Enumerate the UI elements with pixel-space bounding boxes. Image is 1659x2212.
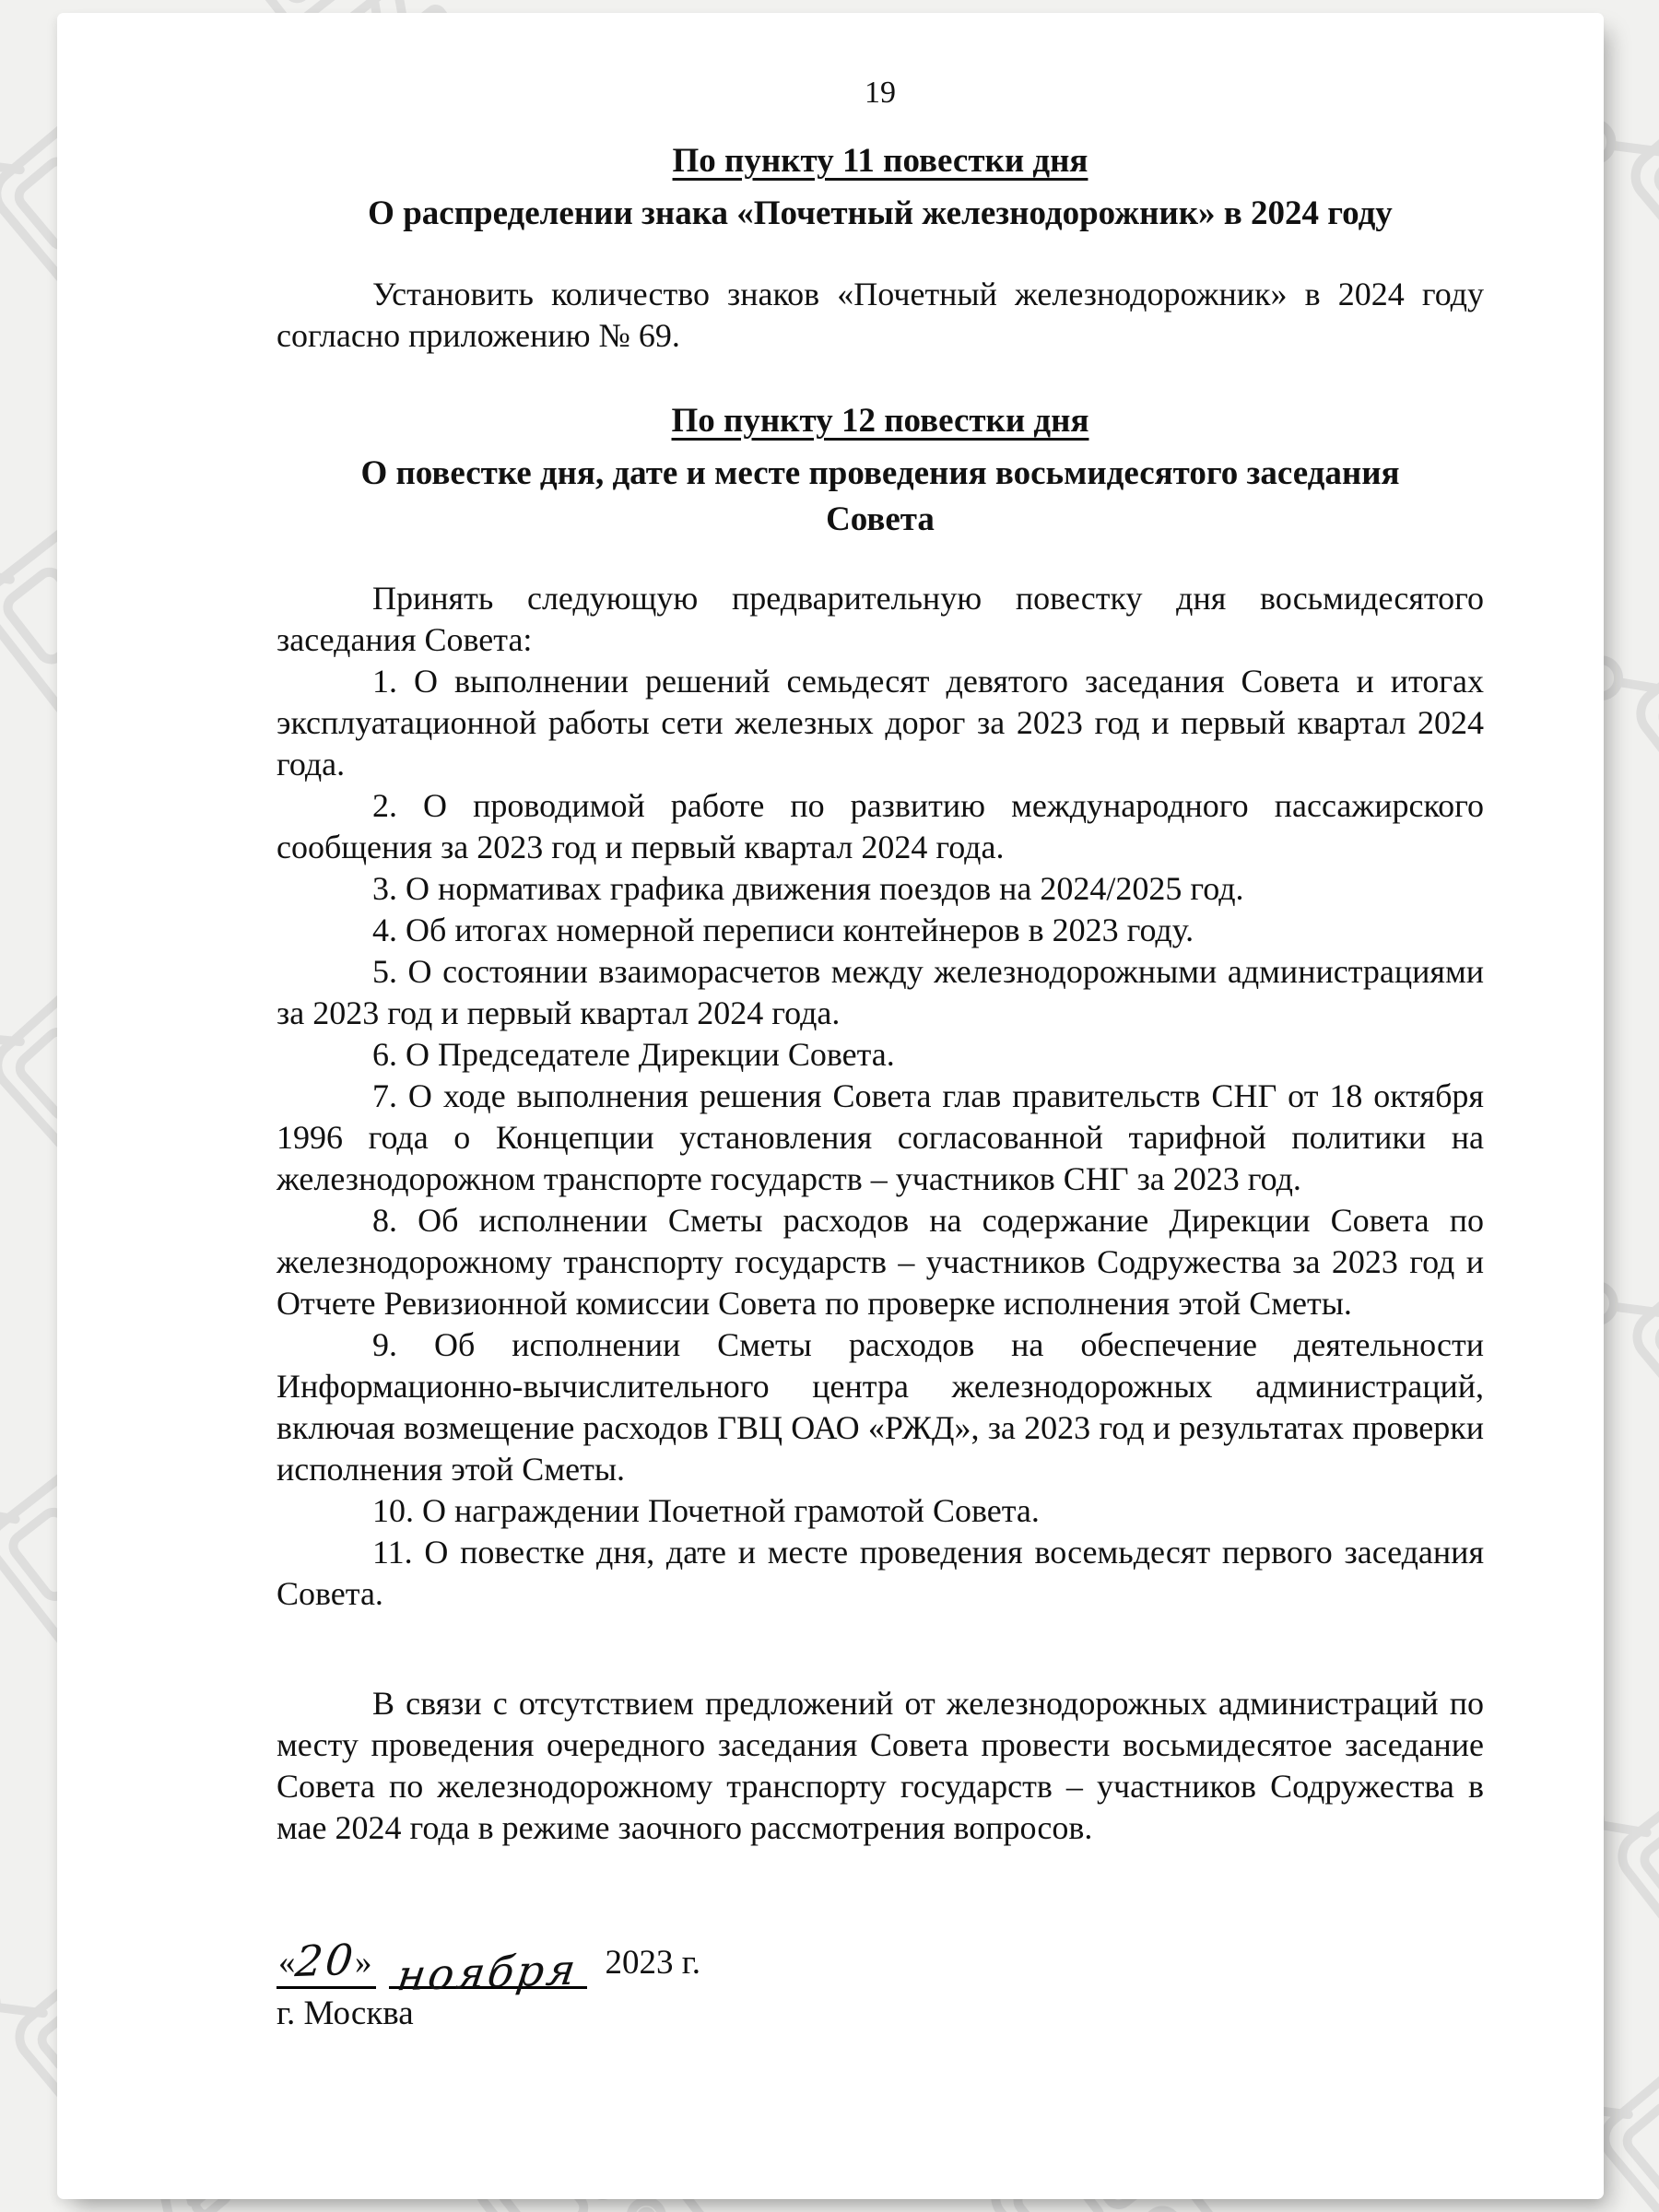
agenda-item-9: 9. Об исполнении Сметы расходов на обеспечение деятельности Информационно-вычислительного центра железнодорожных администраций, включая возмещение расходов ГВЦ ОАО «РЖД», за 2023 год и результатах проверки исполнения этой Сметы. <box>276 1326 1484 1488</box>
agenda-item-1: 1. О выполнении решений семьдесят девятого заседания Совета и итогах эксплуатационной работы сети железных дорог за 2023 год и первый квартал 2024 года. <box>276 663 1484 782</box>
agenda-item-10: 10. О награждении Почетной грамотой Совета. <box>372 1492 1040 1529</box>
section-12-title-line-1: О повестке дня, дате и месте проведения восьмидесятого заседания <box>360 454 1400 492</box>
agenda-item-4: 4. Об итогах номерной переписи контейнеров в 2023 году. <box>372 912 1194 948</box>
agenda-item-3: 3. О нормативах графика движения поездов на 2024/2025 год. <box>372 870 1244 907</box>
agenda-item-5: 5. О состоянии взаиморасчетов между железнодорожными администрациями за 2023 год и первый квартал 2024 года. <box>276 953 1484 1031</box>
date-line <box>276 1934 701 2001</box>
close-quote: » <box>355 1944 372 1982</box>
agenda-item-8: 8. Об исполнении Сметы расходов на содержание Дирекции Совета по железнодорожному транспорту государств – участников Содружества за 2023 год и Отчете Ревизионной комиссии Совета по проверке исполнения этой Сметы. <box>276 1202 1484 1322</box>
section-11 <box>276 139 1484 357</box>
agenda-item-6: 6. О Председателе Дирекции Совета. <box>372 1036 895 1073</box>
open-quote: « <box>278 1944 296 1982</box>
city-label: г. Москва <box>276 1994 414 2032</box>
section-11-title: О распределении знака «Почетный железнодорожник» в 2024 году <box>368 194 1393 232</box>
page-number: 19 <box>865 76 896 110</box>
section-12-title-line-2: Совета <box>826 500 935 538</box>
handwritten-day: 20 <box>292 1934 359 1987</box>
section-12-title <box>276 451 1484 543</box>
signature-block <box>276 1934 701 2035</box>
agenda-item-7: 7. О ходе выполнения решения Совета глав правительств СНГ от 18 октября 1996 года о Концепции установления согласованной тарифной политики на железнодорожном транспорте государств – участников СНГ за 2023 год. <box>276 1077 1484 1197</box>
section-11-heading: По пункту 11 повестки дня <box>672 142 1088 180</box>
agenda-item-2: 2. О проводимой работе по развитию международного пассажирского сообщения за 2023 год и первый квартал 2024 года. <box>276 787 1484 865</box>
date-month-underline <box>389 1938 587 2001</box>
agenda-item-11: 11. О повестке дня, дате и месте проведения восемьдесят первого заседания Совета. <box>276 1534 1484 1612</box>
closing-paragraph: В связи с отсутствием предложений от железнодорожных администраций по месту проведения очередного заседания Совета провести восьмидесятое заседание Совета по железнодорожному транспорту государств – участников Содружества в мае 2024 года в режиме заочного рассмотрения вопросов. <box>276 1685 1484 1846</box>
section-11-paragraph: Установить количество знаков «Почетный железнодорожник» в 2024 году согласно приложению № 69. <box>276 276 1484 354</box>
section-12-heading: По пункту 12 повестки дня <box>671 402 1089 440</box>
date-year: 2023 г. <box>605 1944 701 1982</box>
agenda-intro: Принять следующую предварительную повестку дня восьмидесятого заседания Совета: <box>276 580 1484 658</box>
document-page <box>57 13 1604 2199</box>
date-day-underline <box>276 1934 376 1989</box>
section-12 <box>276 399 1484 1849</box>
handwritten-month: ноября <box>394 1944 582 2001</box>
